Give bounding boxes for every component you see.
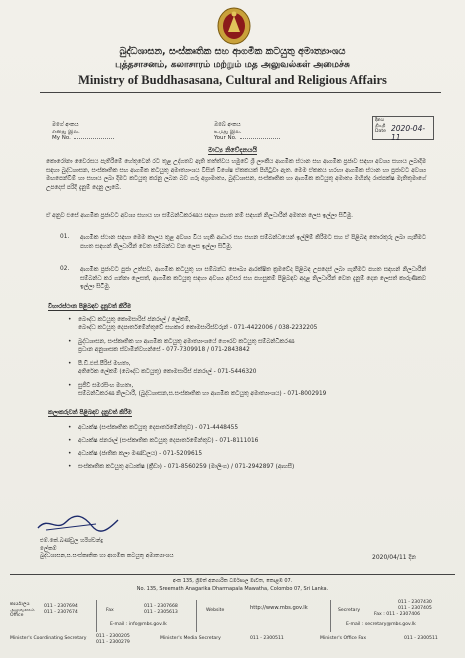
subject-title: මාධ්‍ය නිවේදනයයි xyxy=(207,146,257,154)
temple-contact-2: • බුද්ධශාසන, සංස්කෘතික හා ආගමික කටයුතු අමාත්‍යාංශයේ ගෞරව කටයුතු සම්බන්ධීකරණ ප්‍රධාන අනුශාසක ස්වාමීන්වහන්සේ - 077-7309918 / 071-2843842 xyxy=(68,339,295,354)
header-rule xyxy=(40,92,441,93)
your-number-field: ඔබේ අංකය உமது இல. Your No. xyxy=(214,122,280,142)
address-sinhala: අංක 135, ශ්‍රීමත් අනගාරික ධර්මපාල මාවත, කොළඹ 07. xyxy=(172,578,293,584)
date-value: 2020-04-11 xyxy=(391,124,426,142)
footer-divider xyxy=(96,600,97,632)
section-temples-title: විහාරස්ථාන පිළිබඳව දැනුවත් කිරීම xyxy=(48,304,132,310)
office-fax-number: 011 - 2300511 xyxy=(404,636,438,641)
media-secretary-phone: 011 - 2300511 xyxy=(250,636,284,641)
fax-numbers: 011 - 2307668 011 - 2305613 xyxy=(144,604,178,615)
email-info-link[interactable]: info@mbs.gov.lk xyxy=(128,622,167,627)
address-english: No. 135, Sreemath Anagarika Dharmapala Mawatha, Colombo 07, Sri Lanka. xyxy=(136,586,329,592)
numbered-paragraph-1: ආගමික ස්ථාන සඳහා මෙම කාලය තුළ අවශ්‍ය විය හැකි ආධාර සහ සහන සම්බන්ධයෙන් ඉල්ලීම් කිරීමට සහ ඒ පිළිබඳ තොරතුරු ලබා ගැනීමට පහත සඳහන් නිලධාරීන් වෙත සම්බන්ධ වන ලෙස ඉල්ලා සිටිමු. xyxy=(80,235,426,250)
coordinating-secretary-phones: 011 - 2300205 011 - 2300279 xyxy=(96,634,130,645)
footer-rule xyxy=(10,574,455,575)
signatory-title: ලේකම් xyxy=(40,545,57,552)
my-number-label: My No. xyxy=(52,135,114,142)
office-phones: 011 - 2307694 011 - 2307674 xyxy=(44,604,78,615)
secretary-phones: 011 - 2307430 011 - 2307405 xyxy=(398,600,432,611)
temple-contact-1: • බෞද්ධ කටයුතු කොමසාරිස් ජනරාල් / ලේකම්, බෞද්ධ කටයුතු දෙපාර්තමේන්තුවේ සහකාර කොමසාරිස්වරුන් - 071-4422006 / 038-2232205 xyxy=(68,317,318,332)
temple-contact-3: • පී.ඩී.එස්.පීරිස් මහතා, අතිරේක ලේකම් (බෞද්ධ කටයුතු) කොමසාරිස් ජනරාල් - 071-5446320 xyxy=(68,361,257,376)
email-secretary-row: E-mail : secretary@mbs.gov.lk xyxy=(346,622,416,627)
handwritten-signature xyxy=(36,512,120,534)
office-fax-label: Minister's Office Fax xyxy=(320,636,367,641)
ministry-name-english: Ministry of Buddhasasana, Cultural and Religious Affairs xyxy=(78,73,387,87)
footer-divider xyxy=(330,600,331,632)
fax-label: Fax xyxy=(106,608,114,613)
item-number-01: 01. xyxy=(60,234,70,240)
numbered-paragraph-2: ආගමික ප්‍රජාවට පුජා උත්සව, ආගමික කටයුතු හා සම්බන්ධ සෞඛ්‍ය ආරක්ෂිත ක්‍රමවේද පිළිබඳ උපදෙස් ලබා ගැනීමට පහත සඳහන් නිලධාරීන් සම්බන්ධ කර ගන්නා ලෙසත්, ආගමික කටයුතු සඳහා අවශ්‍ය අවසර සහ පහසුකම් පිළිබඳව අදාළ නිලධාරීන් වෙත දැනුම් දෙන ලෙසත් කාරුණිකව ඉල්ලා සිටිමු. xyxy=(80,267,426,291)
paragraph-intro: කොරෝනා වෛරසය පැතිරීමේ හේතුවෙන් රට තුළ උද්ගතව ඇති තත්ත්වය හමුවේ ශ්‍රී ලාංකීය ආගමික ස්ථාන සහ ආගමික ප්‍රජාව සඳහා අවශ්‍ය සහාය ලබාදීම සඳහා බුද්ධශාසන, සංස්කෘතික සහ ආගමික කටයුතු අමාත්‍යාංශය විසින් විශේෂ ඒකකයක් පිහිටුවා ඇත. මෙම ඒකකය හරහා ආගමික ස්ථාන හා ප්‍රජාවට අවශ්‍ය මඟපෙන්වීම් හා සහාය ලබා දීමට කටයුතු කරනු ලබන බව ගරු අග්‍රාමාත්‍ය, බුද්ධශාසන, සංස්කෘතික හා ආගමික කටයුතු අමාත්‍ය මහින්ද රාජපක්ෂ මැතිතුමාගේ උපදෙස් පරිදි දැනුම් දෙනු ලැබේ. xyxy=(46,159,426,191)
signatory-name: එම්.කේ.බණ්ඩුල හරිශ්චන්ද්‍ර xyxy=(40,538,104,544)
ministry-name-tamil: புத்தசாசனம், கலாசாரம் மற்றும் மத அலுவல்கள் அமைச்சு xyxy=(115,60,350,70)
secretary-fax: Fax : 011 - 2307406 xyxy=(374,612,421,617)
secretary-label: Secretary xyxy=(338,608,361,613)
website-link[interactable]: http://www.mbs.gov.lk xyxy=(250,605,308,611)
email-secretary-link[interactable]: secretary@mbs.gov.lk xyxy=(364,622,416,627)
signature-date: 2020/04/11 දින xyxy=(372,554,417,561)
temple-contact-4: • සුජීව් සමරසිංහ මහතා, සම්බන්ධීකරණ නිලධාරී, (බුද්ධශාසන,ස.සංස්කෘතික හා ආගමික කටයුතු අමාත්‍යාංශය) - 071-8002919 xyxy=(68,383,327,398)
your-number-label: Your No. xyxy=(214,135,280,142)
ministry-name-sinhala: බුද්ධශාසන, සංස්කෘතික සහ ආගමික කටයුතු අමාත්‍යාංශය xyxy=(119,46,346,57)
media-secretary-label: Minister's Media Secretary xyxy=(160,636,221,641)
website-label: Website xyxy=(206,608,225,613)
signatory-ministry: බුද්ධශාසන,ස.සංස්කෘතික හා ආගමික කටයුතු අමාත්‍යාංශය xyxy=(40,553,174,559)
artist-contact-4: • සංස්කෘතික කටයුතු අධ්‍යක්ෂ (ක්‍රීඩා) - 071-8560259 (මාලිංග) / 071-2942897 (ආහසී) xyxy=(68,464,295,470)
artist-contact-3: • අධ්‍යක්ෂ (ජාතික කලා මණ්ඩලය) - 071-5209615 xyxy=(68,451,203,457)
paragraph-request: ඒ අනුව එසේ ආගමික ප්‍රජාවට අවශ්‍ය සහාය හා සම්බන්ධීකරණය සඳහා පහත නම් සඳහන් නිලධාරීන් අමතන ලෙස ඉල්ලා සිටිමු. xyxy=(46,213,354,219)
date-box: දිනය திகதி Date 2020-04-11 xyxy=(372,116,434,140)
footer-divider xyxy=(196,600,197,632)
item-number-02: 02. xyxy=(60,266,70,272)
section-artists-title: කලාකරුවන් පිළිබඳව දැනුවත් කිරීම xyxy=(48,410,132,416)
national-emblem-icon xyxy=(216,6,252,46)
signature-block xyxy=(40,538,174,561)
artist-contact-1: • අධ්‍යක්ෂ (සංස්කෘතික කටයුතු දෙපාර්තමේන්තුව) - 071-4448455 xyxy=(68,425,239,431)
artist-contact-2: • අධ්‍යක්ෂ ජනරාල් (සංස්කෘතික කටයුතු දෙපාර්තමේන්තුව) - 071-8111016 xyxy=(68,438,259,444)
my-number-field: මගේ අංකය எனது இல. My No. xyxy=(52,122,114,142)
email-info-row: E-mail : info@mbs.gov.lk xyxy=(110,622,167,627)
office-label: කාර්යාලය அலுவலகம் Office xyxy=(10,602,35,619)
coordinating-secretary-label: Minister's Coordinating Secretary xyxy=(10,636,87,641)
